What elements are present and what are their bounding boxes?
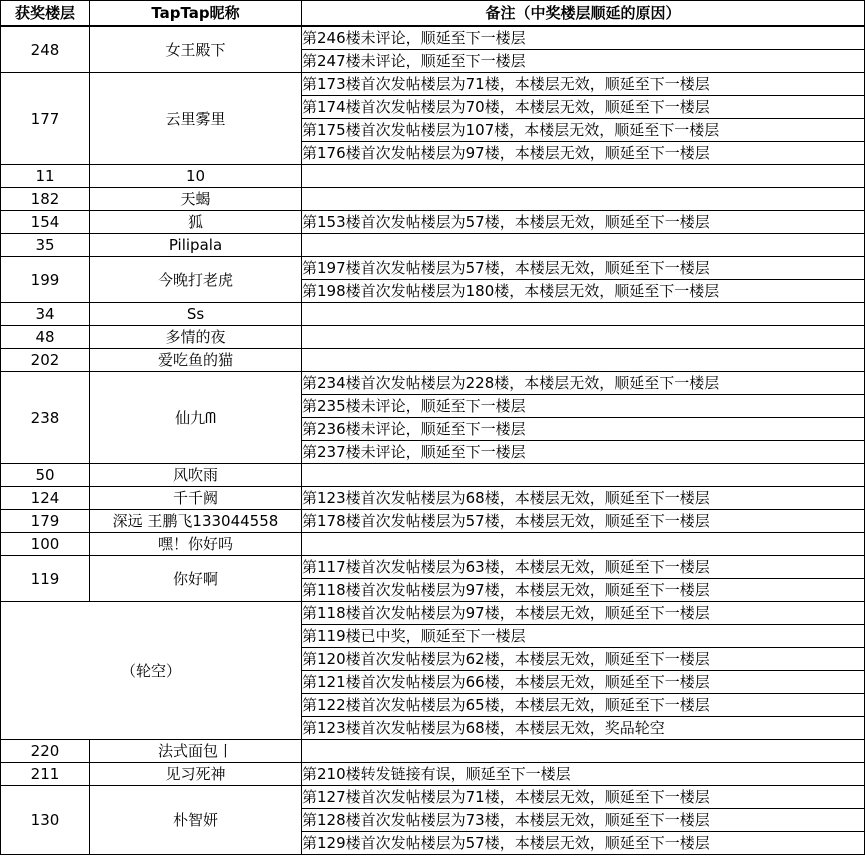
cell-note[interactable]: 第119楼已中奖，顺延至下一楼层 [302, 625, 865, 648]
cell-nickname[interactable]: 深远 王鹏飞133044558 [90, 510, 302, 533]
cell-note[interactable]: 第234楼首次发帖楼层为228楼，本楼层无效，顺延至下一楼层 [302, 372, 865, 395]
cell-note[interactable]: 第118楼首次发帖楼层为97楼，本楼层无效，顺延至下一楼层 [302, 579, 865, 602]
table-row [1, 786, 865, 809]
merged-cell-bye[interactable]: （轮空） [1, 602, 302, 740]
cell-note[interactable]: 第247楼未评论，顺延至下一楼层 [302, 50, 865, 73]
cell-note[interactable]: 第197楼首次发帖楼层为57楼，本楼层无效，顺延至下一楼层 [302, 257, 865, 280]
cell-note[interactable]: 第173楼首次发帖楼层为71楼，本楼层无效，顺延至下一楼层 [302, 73, 865, 96]
table-row [1, 165, 865, 188]
cell-nickname[interactable]: Pilipala [90, 234, 302, 257]
cell-nickname[interactable]: 10 [90, 165, 302, 188]
cell-floor[interactable]: 130 [1, 786, 90, 855]
table-row [1, 73, 865, 96]
cell-floor[interactable]: 119 [1, 556, 90, 602]
cell-floor[interactable]: 199 [1, 257, 90, 303]
cell-note[interactable]: 第121楼首次发帖楼层为66楼，本楼层无效，顺延至下一楼层 [302, 671, 865, 694]
cell-note[interactable]: 第127楼首次发帖楼层为71楼，本楼层无效，顺延至下一楼层 [302, 786, 865, 809]
table-header [1, 1, 865, 27]
table-row [1, 556, 865, 579]
table-row [1, 326, 865, 349]
header-floor[interactable]: 获奖楼层 [1, 1, 90, 27]
cell-floor[interactable]: 177 [1, 73, 90, 165]
cell-floor[interactable]: 50 [1, 464, 90, 487]
cell-note[interactable]: 第123楼首次发帖楼层为68楼，本楼层无效，顺延至下一楼层 [302, 487, 865, 510]
cell-note[interactable]: 第178楼首次发帖楼层为57楼，本楼层无效，顺延至下一楼层 [302, 510, 865, 533]
cell-note[interactable] [302, 349, 865, 372]
cell-note[interactable]: 第237楼未评论，顺延至下一楼层 [302, 441, 865, 464]
cell-note[interactable]: 第236楼未评论，顺延至下一楼层 [302, 418, 865, 441]
cell-note[interactable]: 第128楼首次发帖楼层为73楼，本楼层无效，顺延至下一楼层 [302, 809, 865, 832]
cell-note[interactable]: 第210楼转发链接有误，顺延至下一楼层 [302, 763, 865, 786]
cell-nickname[interactable]: Ss [90, 303, 302, 326]
cell-floor[interactable]: 202 [1, 349, 90, 372]
cell-note[interactable]: 第118楼首次发帖楼层为97楼，本楼层无效，顺延至下一楼层 [302, 602, 865, 625]
table-row [1, 349, 865, 372]
cell-nickname[interactable]: 朴智妍 [90, 786, 302, 855]
table-row [1, 372, 865, 395]
table-body [1, 26, 865, 855]
table-row [1, 211, 865, 234]
cell-note[interactable] [302, 326, 865, 349]
table-row [1, 510, 865, 533]
cell-note[interactable]: 第235楼未评论，顺延至下一楼层 [302, 395, 865, 418]
cell-nickname[interactable]: 法式面包丨 [90, 740, 302, 763]
cell-nickname[interactable]: 狐 [90, 211, 302, 234]
cell-floor[interactable]: 48 [1, 326, 90, 349]
cell-note[interactable] [302, 464, 865, 487]
cell-floor[interactable]: 220 [1, 740, 90, 763]
header-note[interactable]: 备注（中奖楼层顺延的原因） [302, 1, 865, 27]
cell-floor[interactable]: 100 [1, 533, 90, 556]
cell-note[interactable] [302, 303, 865, 326]
cell-note[interactable] [302, 188, 865, 211]
cell-floor[interactable]: 182 [1, 188, 90, 211]
header-nickname[interactable]: TapTap昵称 [90, 1, 302, 27]
table-row [1, 763, 865, 786]
header-row [1, 1, 865, 27]
cell-floor[interactable]: 211 [1, 763, 90, 786]
cell-floor[interactable]: 154 [1, 211, 90, 234]
cell-floor[interactable]: 11 [1, 165, 90, 188]
cell-floor[interactable]: 35 [1, 234, 90, 257]
cell-floor[interactable]: 238 [1, 372, 90, 464]
table-row [1, 533, 865, 556]
cell-nickname[interactable]: 风吹雨 [90, 464, 302, 487]
table-row [1, 257, 865, 280]
table-row [1, 303, 865, 326]
cell-nickname[interactable]: 爱吃鱼的猫 [90, 349, 302, 372]
cell-note[interactable]: 第175楼首次发帖楼层为107楼，本楼层无效，顺延至下一楼层 [302, 119, 865, 142]
cell-note[interactable] [302, 165, 865, 188]
table-row [1, 602, 865, 625]
table-row [1, 740, 865, 763]
cell-note[interactable]: 第123楼首次发帖楼层为68楼，本楼层无效，奖品轮空 [302, 717, 865, 740]
cell-note[interactable]: 第176楼首次发帖楼层为97楼，本楼层无效，顺延至下一楼层 [302, 142, 865, 165]
cell-floor[interactable]: 124 [1, 487, 90, 510]
cell-note[interactable] [302, 533, 865, 556]
cell-note[interactable]: 第117楼首次发帖楼层为63楼，本楼层无效，顺延至下一楼层 [302, 556, 865, 579]
cell-note[interactable]: 第174楼首次发帖楼层为70楼，本楼层无效，顺延至下一楼层 [302, 96, 865, 119]
cell-note[interactable]: 第198楼首次发帖楼层为180楼，本楼层无效，顺延至下一楼层 [302, 280, 865, 303]
cell-nickname[interactable]: 多情的夜 [90, 326, 302, 349]
cell-note[interactable]: 第246楼未评论，顺延至下一楼层 [302, 26, 865, 50]
cell-nickname[interactable]: 嘿！你好吗 [90, 533, 302, 556]
cell-nickname[interactable]: 女王殿下 [90, 26, 302, 73]
cell-nickname[interactable]: 云里雾里 [90, 73, 302, 165]
table-row [1, 464, 865, 487]
table-row [1, 234, 865, 257]
cell-nickname[interactable]: 天蝎 [90, 188, 302, 211]
cell-note[interactable]: 第153楼首次发帖楼层为57楼，本楼层无效，顺延至下一楼层 [302, 211, 865, 234]
cell-nickname[interactable]: 仙九ᗰ [90, 372, 302, 464]
table-row [1, 26, 865, 50]
cell-note[interactable]: 第122楼首次发帖楼层为65楼，本楼层无效，顺延至下一楼层 [302, 694, 865, 717]
cell-nickname[interactable]: 你好啊 [90, 556, 302, 602]
cell-nickname[interactable]: 今晚打老虎 [90, 257, 302, 303]
cell-nickname[interactable]: 见习死神 [90, 763, 302, 786]
cell-note[interactable]: 第120楼首次发帖楼层为62楼，本楼层无效，顺延至下一楼层 [302, 648, 865, 671]
cell-floor[interactable]: 179 [1, 510, 90, 533]
cell-nickname[interactable]: 千千阙 [90, 487, 302, 510]
cell-floor[interactable]: 248 [1, 26, 90, 73]
table-row [1, 188, 865, 211]
cell-note[interactable]: 第129楼首次发帖楼层为57楼，本楼层无效，顺延至下一楼层 [302, 832, 865, 855]
cell-floor[interactable]: 34 [1, 303, 90, 326]
cell-note[interactable] [302, 234, 865, 257]
cell-note[interactable] [302, 740, 865, 763]
table-row [1, 487, 865, 510]
